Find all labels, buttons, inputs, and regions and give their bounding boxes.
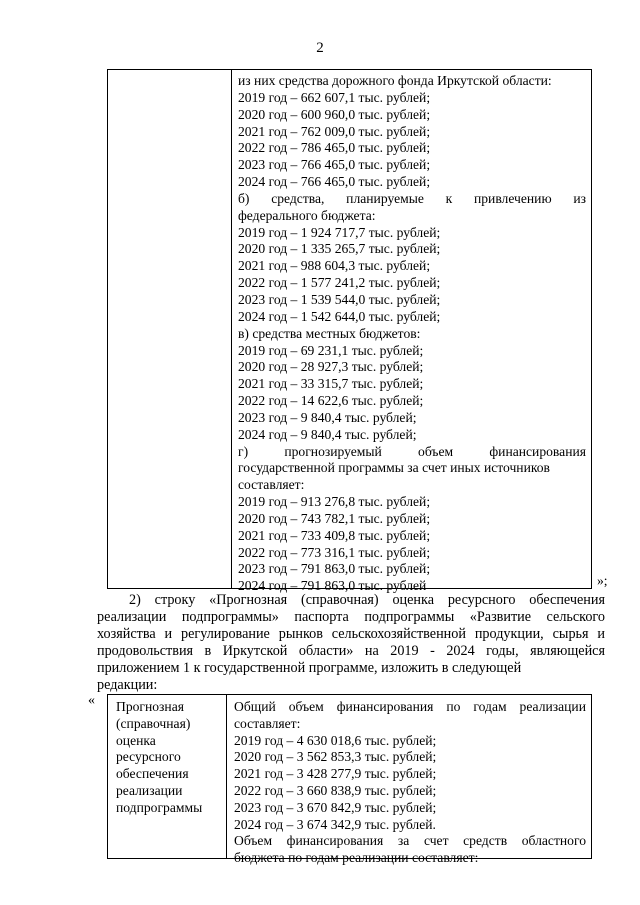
value-line: Общий объем финансирования по годам реализации bbox=[234, 699, 586, 714]
table-line: 2019 год – 69 231,1 тыс. рублей; bbox=[238, 342, 424, 358]
table-line: 2020 год – 743 782,1 тыс. рублей; bbox=[238, 510, 431, 526]
table-line: 2023 год – 9 840,4 тыс. рублей; bbox=[238, 409, 417, 425]
value-line: 2021 год – 3 428 277,9 тыс. рублей; bbox=[234, 766, 437, 782]
column-divider bbox=[226, 695, 227, 858]
table-line: 2023 год – 1 539 544,0 тыс. рублей; bbox=[238, 291, 441, 307]
table-line: составляет: bbox=[238, 477, 305, 493]
funding-table-continued bbox=[107, 69, 592, 594]
forecast-value-cell bbox=[234, 699, 586, 867]
closing-quote: »; bbox=[597, 573, 608, 588]
column-divider bbox=[231, 70, 232, 588]
value-line: бюджета по годам реализации составляет: bbox=[234, 850, 479, 866]
value-line: составляет: bbox=[234, 715, 301, 731]
label-line: реализации bbox=[116, 782, 183, 798]
label-line: (справочная) bbox=[116, 715, 191, 731]
value-line: 2024 год – 3 674 342,9 тыс. рублей. bbox=[234, 816, 436, 832]
paragraph-text: 2) строку «Прогнозная (справочная) оценка ресурсного обеспечения реализации подпрограммы» паспорта подпрограммы «Развитие сельского хозяйства и регулирование рынков сельскохозяйственной продукции, сырья и продовольствия в Иркутской области» на 2019 - 2024 годы, являющейся приложением 1 к государственной программе, изложить в следующей bbox=[97, 592, 605, 676]
table-line: 2022 год – 786 465,0 тыс. рублей; bbox=[238, 140, 431, 156]
table-line: 2021 год – 33 315,7 тыс. рублей; bbox=[238, 376, 424, 392]
forecast-table bbox=[107, 694, 592, 866]
value-line: 2023 год – 3 670 842,9 тыс. рублей; bbox=[234, 799, 437, 815]
label-line: ресурсного bbox=[116, 749, 181, 765]
table-line: 2022 год – 1 577 241,2 тыс. рублей; bbox=[238, 275, 441, 291]
value-line: 2022 год – 3 660 838,9 тыс. рублей; bbox=[234, 782, 437, 798]
table-line: 2023 год – 766 465,0 тыс. рублей; bbox=[238, 157, 431, 173]
label-line: оценка bbox=[116, 732, 156, 748]
table-line: 2020 год – 600 960,0 тыс. рублей; bbox=[238, 106, 431, 122]
label-line: обеспечения bbox=[116, 766, 189, 782]
table-line: б) средства, планируемые к привлечению из bbox=[238, 190, 586, 206]
page-number: 2 bbox=[316, 40, 324, 56]
value-line: 2019 год – 4 630 018,6 тыс. рублей; bbox=[234, 732, 437, 748]
table-line: 2019 год – 662 607,1 тыс. рублей; bbox=[238, 89, 431, 105]
label-line: Прогнозная bbox=[116, 699, 184, 714]
label-line: подпрограммы bbox=[116, 799, 203, 815]
table-line: 2023 год – 791 863,0 тыс. рублей; bbox=[238, 561, 431, 577]
opening-quote: « bbox=[88, 693, 95, 708]
table-line: 2020 год – 1 335 265,7 тыс. рублей; bbox=[238, 241, 441, 257]
table-line: 2021 год – 988 604,3 тыс. рублей; bbox=[238, 258, 431, 274]
table-line: 2022 год – 14 622,6 тыс. рублей; bbox=[238, 393, 424, 409]
value-line: Объем финансирования за счет средств областного bbox=[234, 833, 586, 849]
paragraph-last-line: редакции: bbox=[97, 676, 158, 693]
table-line: 2022 год – 773 316,1 тыс. рублей; bbox=[238, 544, 431, 560]
table-line: из них средства дорожного фонда Иркутской области: bbox=[238, 73, 552, 88]
table-line: г) прогнозируемый объем финансирования bbox=[238, 443, 586, 459]
table-line: 2024 год – 1 542 644,0 тыс. рублей; bbox=[238, 308, 441, 324]
table-line: 2020 год – 28 927,3 тыс. рублей; bbox=[238, 359, 424, 375]
table-line: 2021 год – 733 409,8 тыс. рублей; bbox=[238, 527, 431, 543]
table-line: 2021 год – 762 009,0 тыс. рублей; bbox=[238, 123, 431, 139]
table-line: в) средства местных бюджетов: bbox=[238, 325, 421, 341]
table-line: государственной программы за счет иных источников bbox=[238, 460, 550, 476]
funding-cell bbox=[238, 73, 586, 595]
table-line: 2024 год – 9 840,4 тыс. рублей; bbox=[238, 426, 417, 442]
value-line: 2020 год – 3 562 853,3 тыс. рублей; bbox=[234, 749, 437, 765]
table-line: 2024 год – 766 465,0 тыс. рублей; bbox=[238, 174, 431, 190]
table-line: федерального бюджета: bbox=[238, 207, 376, 223]
amendment-paragraph bbox=[97, 592, 605, 693]
table-line: 2019 год – 1 924 717,7 тыс. рублей; bbox=[238, 224, 441, 240]
table-line: 2019 год – 913 276,8 тыс. рублей; bbox=[238, 494, 431, 510]
forecast-label-cell bbox=[116, 699, 224, 817]
table-line: 2024 год – 791 863,0 тыс. рублей bbox=[238, 578, 427, 594]
